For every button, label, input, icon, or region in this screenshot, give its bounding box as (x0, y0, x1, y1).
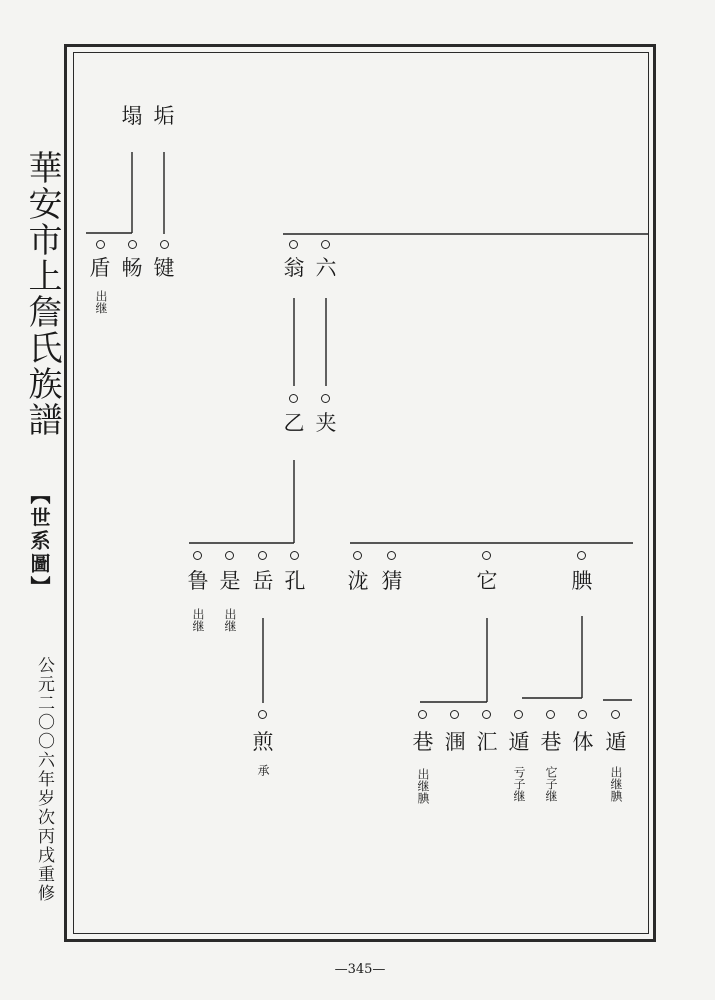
adoption-note: 出继腆 (416, 768, 430, 804)
person-name: 是 (219, 569, 241, 593)
person-marker (160, 240, 169, 249)
adoption-note: 出继腆 (609, 766, 623, 802)
person-name: 六 (315, 256, 337, 280)
person-name: 盾 (89, 256, 111, 280)
person-name: 它 (476, 569, 498, 593)
person-marker (611, 710, 620, 719)
adoption-note: 承 (256, 764, 270, 776)
book-title: 華安市上詹氏族譜 (22, 150, 62, 438)
person-name: 翁 (283, 256, 305, 280)
person-name: 煎 (252, 730, 274, 754)
person-marker (193, 551, 202, 560)
person-marker (258, 551, 267, 560)
person-name: 涠 (444, 730, 466, 754)
person-marker (258, 710, 267, 719)
person-marker (546, 710, 555, 719)
person-name: 体 (572, 730, 594, 754)
adoption-note: 出继 (223, 608, 237, 632)
person-name: 键 (153, 256, 175, 280)
person-marker (128, 240, 137, 249)
person-name: 乙 (283, 411, 305, 435)
person-name: 塌 (121, 104, 143, 128)
person-marker (514, 710, 523, 719)
person-name: 泷 (347, 569, 369, 593)
person-marker (321, 394, 330, 403)
person-marker (289, 240, 298, 249)
person-name: 汇 (476, 730, 498, 754)
person-marker (353, 551, 362, 560)
person-marker (578, 710, 587, 719)
person-name: 垢 (153, 104, 175, 128)
person-name: 遁 (508, 730, 530, 754)
person-name: 巷 (540, 730, 562, 754)
section-tag: 【世系圖】 (27, 484, 51, 599)
person-name: 畅 (121, 256, 143, 280)
person-marker (321, 240, 330, 249)
person-marker (290, 551, 299, 560)
page-number: —345— (334, 962, 386, 977)
person-name: 夹 (315, 411, 337, 435)
person-marker (577, 551, 586, 560)
person-name: 巷 (412, 730, 434, 754)
person-marker (387, 551, 396, 560)
person-name: 遁 (605, 730, 627, 754)
adoption-note: 亏子继 (512, 766, 526, 802)
person-marker (482, 551, 491, 560)
person-name: 猜 (381, 569, 403, 593)
adoption-note: 出继 (191, 608, 205, 632)
person-marker (482, 710, 491, 719)
person-marker (96, 240, 105, 249)
person-name: 岳 (252, 569, 274, 593)
person-marker (418, 710, 427, 719)
person-name: 鲁 (187, 569, 209, 593)
person-marker (289, 394, 298, 403)
revision-date: 公元二〇〇六年岁次丙戌重修 (34, 656, 54, 903)
person-marker (450, 710, 459, 719)
adoption-note: 出继 (94, 290, 108, 314)
adoption-note: 它子继 (544, 766, 558, 802)
person-marker (225, 551, 234, 560)
person-name: 孔 (284, 569, 306, 593)
person-name: 腆 (571, 569, 593, 593)
